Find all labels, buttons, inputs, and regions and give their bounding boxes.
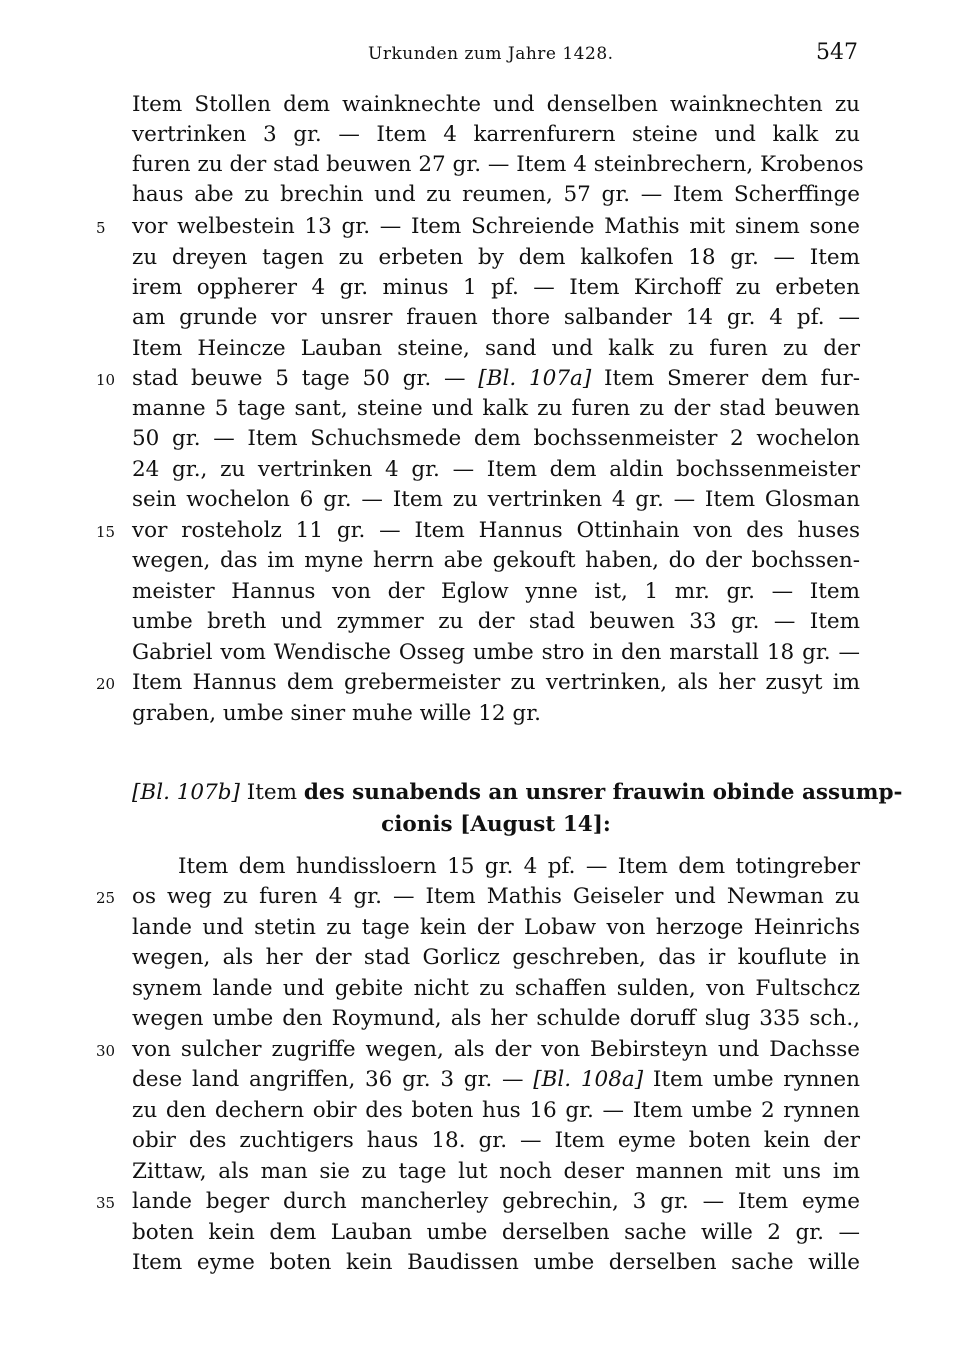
- page-header: [0, 38, 960, 78]
- folio-marker: [Bl. 108a]: [533, 1067, 644, 1092]
- text-line: vertrinken 3 gr. — Item 4 karrenfurern steine und kalk zu: [132, 122, 860, 147]
- line-number: 20: [96, 675, 116, 693]
- text-line: Item Hannus dem grebermeister zu vertrinken, als her zusyt im: [132, 670, 860, 695]
- folio-marker: [Bl. 107b]: [132, 780, 240, 805]
- text-line: zu den dechern obir des boten hus 16 gr. — Item umbe 2 rynnen: [132, 1098, 860, 1123]
- text-line: Item Heincze Lauban steine, sand und kalk zu furen zu der: [132, 336, 860, 361]
- text-line: zu dreyen tagen zu erbeten by dem kalkofen 18 gr. — Item: [132, 245, 860, 270]
- section-heading-cont: cionis [August 14]:: [381, 812, 611, 837]
- text-line: Zittaw, als man sie zu tage lut noch deser mannen mit uns im: [132, 1159, 860, 1184]
- text-line: 24 gr., zu vertrinken 4 gr. — Item dem aldin bochssenmeister: [132, 457, 860, 482]
- line-text: Item umbe rynnen: [652, 1067, 860, 1092]
- text-line: lande beger durch mancherley gebrechin, 3 gr. — Item eyme: [132, 1189, 860, 1214]
- text-line: manne 5 tage sant, steine und kalk zu furen zu der stad beuwen: [132, 396, 860, 421]
- text-line: [132, 364, 860, 394]
- text-line: os weg zu furen 4 gr. — Item Mathis Geiseler und Newman zu: [132, 884, 860, 909]
- text-line: [132, 1065, 860, 1095]
- text-line: wegen umbe den Roymund, als her schulde doruff slug 335 sch.,: [132, 1006, 860, 1031]
- text-line: 50 gr. — Item Schuchsmede dem bochssenmeister 2 wochelon: [132, 426, 860, 451]
- text-line: irem oppherer 4 gr. minus 1 pf. — Item Kirchoff zu erbeten: [132, 275, 860, 300]
- line-text: Item Smerer dem fur-: [604, 366, 860, 391]
- section-heading: [132, 778, 903, 808]
- text-line: Item Stollen dem wainknechte und denselben wainknechten zu: [132, 92, 860, 117]
- text-line: wegen, das im myne herrn abe gekouft haben, do der bochssen-: [132, 548, 860, 573]
- text-line: von sulcher zugriffe wegen, als der von Bebirsteyn und Dachsse: [132, 1037, 860, 1062]
- text-line: umbe breth und zymmer zu der stad beuwen 33 gr. — Item: [132, 609, 860, 634]
- text-line: lande und stetin zu tage kein der Lobaw von herzoge Heinrichs: [132, 915, 860, 940]
- line-number: 15: [96, 523, 116, 541]
- text-line: synem lande und gebite nicht zu schaffen sulden, von Fultschcz: [132, 976, 860, 1001]
- text-line: sein wochelon 6 gr. — Item zu vertrinken 4 gr. — Item Glosman: [132, 487, 860, 512]
- text-line: Gabriel vom Wendische Osseg umbe stro in den marstall 18 gr. —: [132, 640, 860, 665]
- text-line: furen zu der stad beuwen 27 gr. — Item 4 steinbrechern, Krobenos: [132, 152, 864, 177]
- folio-marker: [Bl. 107a]: [478, 366, 592, 391]
- text-line: meister Hannus von der Eglow ynne ist, 1 mr. gr. — Item: [132, 579, 860, 604]
- line-number: 25: [96, 889, 116, 907]
- text-line: Item eyme boten kein Baudissen umbe derselben sache wille: [132, 1250, 860, 1275]
- text-line: graben, umbe siner muhe wille 12 gr.: [132, 701, 541, 726]
- text-line: haus abe zu brechin und zu reumen, 57 gr. — Item Scherffinge: [132, 182, 860, 207]
- line-number: 30: [96, 1042, 116, 1060]
- text-line: vor rosteholz 11 gr. — Item Hannus Ottinhain von des huses: [132, 518, 860, 543]
- page-number: 547: [816, 40, 858, 65]
- heading-title: des sunabends an unsrer frauwin obinde assump-: [303, 780, 903, 805]
- text-line: boten kein dem Lauban umbe derselben sache wille 2 gr. —: [132, 1220, 860, 1245]
- line-number: 5: [96, 219, 106, 237]
- text-line: wegen, als her der stad Gorlicz geschreben, das ir kouflute in: [132, 945, 860, 970]
- text-line: Item dem hundissloern 15 gr. 4 pf. — Item dem totingreber: [178, 854, 860, 879]
- line-text: stad beuwe 5 tage 50 gr. —: [132, 366, 466, 391]
- text-line: obir des zuchtigers haus 18. gr. — Item eyme boten kein der: [132, 1128, 860, 1153]
- line-number: 10: [96, 371, 116, 389]
- line-number: 35: [96, 1194, 116, 1212]
- text-line: vor welbestein 13 gr. — Item Schreiende Mathis mit sinem sone: [132, 214, 860, 239]
- text-line: am grunde vor unsrer frauen thore salbander 14 gr. 4 pf. —: [132, 305, 860, 330]
- heading-item: Item: [246, 780, 298, 805]
- line-text: dese land angriffen, 36 gr. 3 gr. —: [132, 1067, 524, 1092]
- running-head: Urkunden zum Jahre 1428.: [368, 44, 614, 64]
